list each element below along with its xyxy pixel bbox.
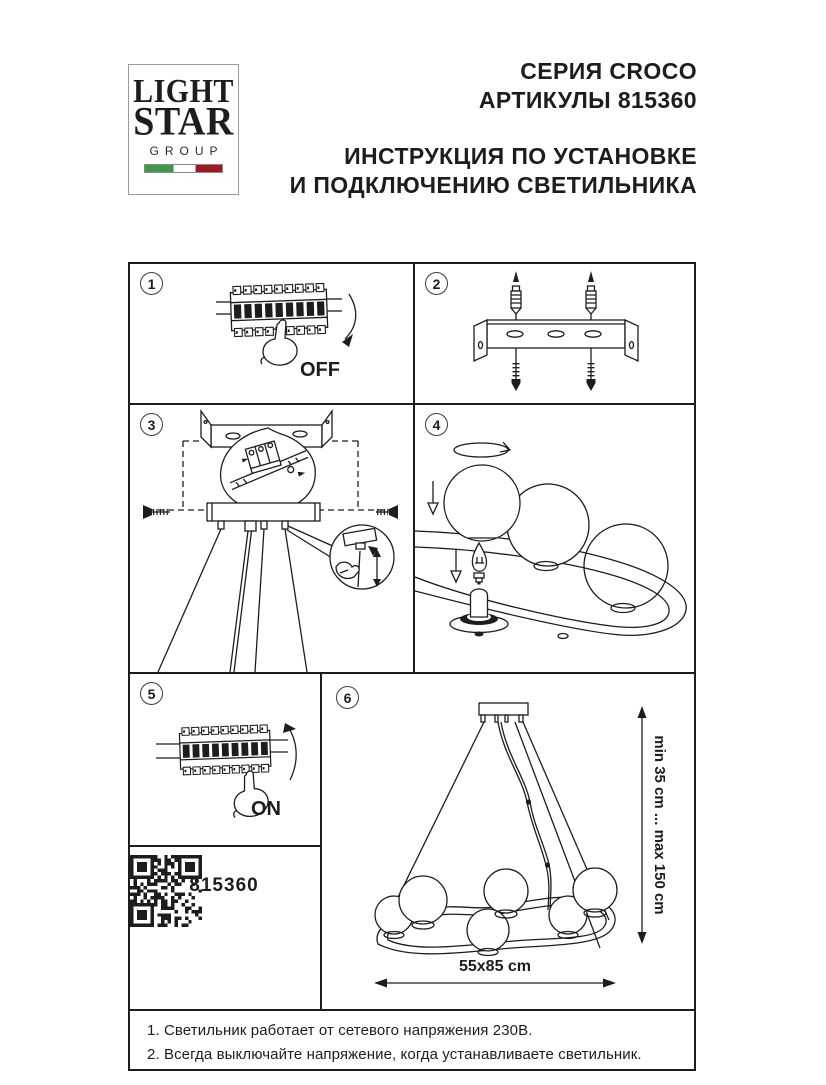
height-dimension-label: min 35 cm ... max 150 cm bbox=[651, 735, 668, 915]
suspension-cables bbox=[158, 529, 307, 672]
article-number: 815360 bbox=[189, 875, 259, 896]
italian-flag-bar bbox=[144, 164, 223, 173]
step-panel-3 bbox=[130, 405, 413, 672]
cable-lock-detail bbox=[287, 525, 394, 589]
canopy-wiring-diagram bbox=[130, 405, 413, 672]
globe-install-diagram bbox=[415, 405, 694, 672]
glass-globe bbox=[584, 524, 668, 608]
step-number: 2 bbox=[425, 272, 448, 295]
power-state-label: OFF bbox=[300, 359, 340, 381]
mounting-bracket-icon bbox=[474, 314, 638, 361]
flag-white-segment bbox=[173, 165, 196, 172]
safety-notes bbox=[128, 1009, 696, 1071]
instruction-title bbox=[257, 142, 697, 200]
mounting-bracket-diagram bbox=[415, 264, 694, 403]
wall-anchor-icon bbox=[586, 271, 596, 314]
step-panel-5 bbox=[130, 674, 318, 845]
screw-icon bbox=[143, 505, 170, 519]
series-title: СЕРИЯ CROCO bbox=[520, 58, 697, 84]
arrow-down-icon bbox=[342, 294, 356, 347]
lightstar-logo bbox=[128, 64, 239, 195]
glass-globe bbox=[399, 876, 447, 924]
step-panel-1 bbox=[130, 264, 413, 403]
rotate-arrow-icon bbox=[454, 442, 510, 457]
step-number: 3 bbox=[140, 413, 163, 436]
instruction-title-line1: ИНСТРУКЦИЯ ПО УСТАНОВКЕ bbox=[344, 143, 697, 169]
step-number: 5 bbox=[140, 682, 163, 705]
step-panel-6 bbox=[322, 674, 694, 1009]
cable-grippers bbox=[218, 521, 288, 531]
screw-icon bbox=[512, 360, 521, 391]
logo-word-light: LIGHT bbox=[133, 72, 234, 110]
circuit-breaker-icon bbox=[156, 725, 288, 775]
logo-word-group: GROUP bbox=[149, 144, 224, 158]
step-panel-4 bbox=[415, 405, 694, 672]
arrow-down-icon bbox=[451, 549, 461, 582]
qr-code bbox=[130, 855, 202, 927]
glass-globe bbox=[573, 868, 617, 912]
flag-red-segment bbox=[196, 165, 222, 172]
candle-bulb-icon bbox=[472, 543, 486, 585]
note-line: 2. Всегда выключайте напряжение, когда устанавливаете светильник. bbox=[147, 1046, 642, 1063]
steps-grid bbox=[128, 262, 696, 1011]
lamp-socket-icon bbox=[450, 589, 508, 637]
note-line: 1. Светильник работает от сетевого напряжения 230В. bbox=[147, 1022, 533, 1039]
step-number: 6 bbox=[336, 686, 359, 709]
width-dimension-label: 55x85 cm bbox=[458, 958, 532, 975]
article-qr-block bbox=[130, 847, 318, 1009]
instruction-title-line2: И ПОДКЛЮЧЕНИЮ СВЕТИЛЬНИКА bbox=[289, 172, 697, 198]
power-state-label: ON bbox=[251, 798, 281, 820]
glass-globe bbox=[484, 869, 528, 913]
screw-icon bbox=[587, 360, 596, 391]
screw-icon bbox=[376, 505, 398, 519]
flag-green-segment bbox=[145, 165, 173, 172]
step-number: 1 bbox=[140, 272, 163, 295]
step-number: 4 bbox=[425, 413, 448, 436]
power-off-diagram bbox=[130, 264, 413, 403]
glass-globe bbox=[444, 465, 520, 541]
glass-globe bbox=[467, 909, 509, 951]
dimension-arrow-horizontal bbox=[374, 958, 616, 988]
header-text bbox=[257, 57, 697, 200]
chandelier-diagram bbox=[322, 674, 694, 1009]
article-number-title: АРТИКУЛЫ 815360 bbox=[478, 87, 697, 113]
canopy-icon bbox=[207, 503, 320, 521]
wall-anchor-icon bbox=[511, 271, 521, 314]
canopy-icon bbox=[479, 703, 528, 722]
step-panel-2 bbox=[415, 264, 694, 403]
arrow-down-icon bbox=[428, 481, 438, 514]
logo-word-star: STAR bbox=[133, 99, 234, 145]
dimension-arrow-vertical bbox=[638, 706, 669, 944]
